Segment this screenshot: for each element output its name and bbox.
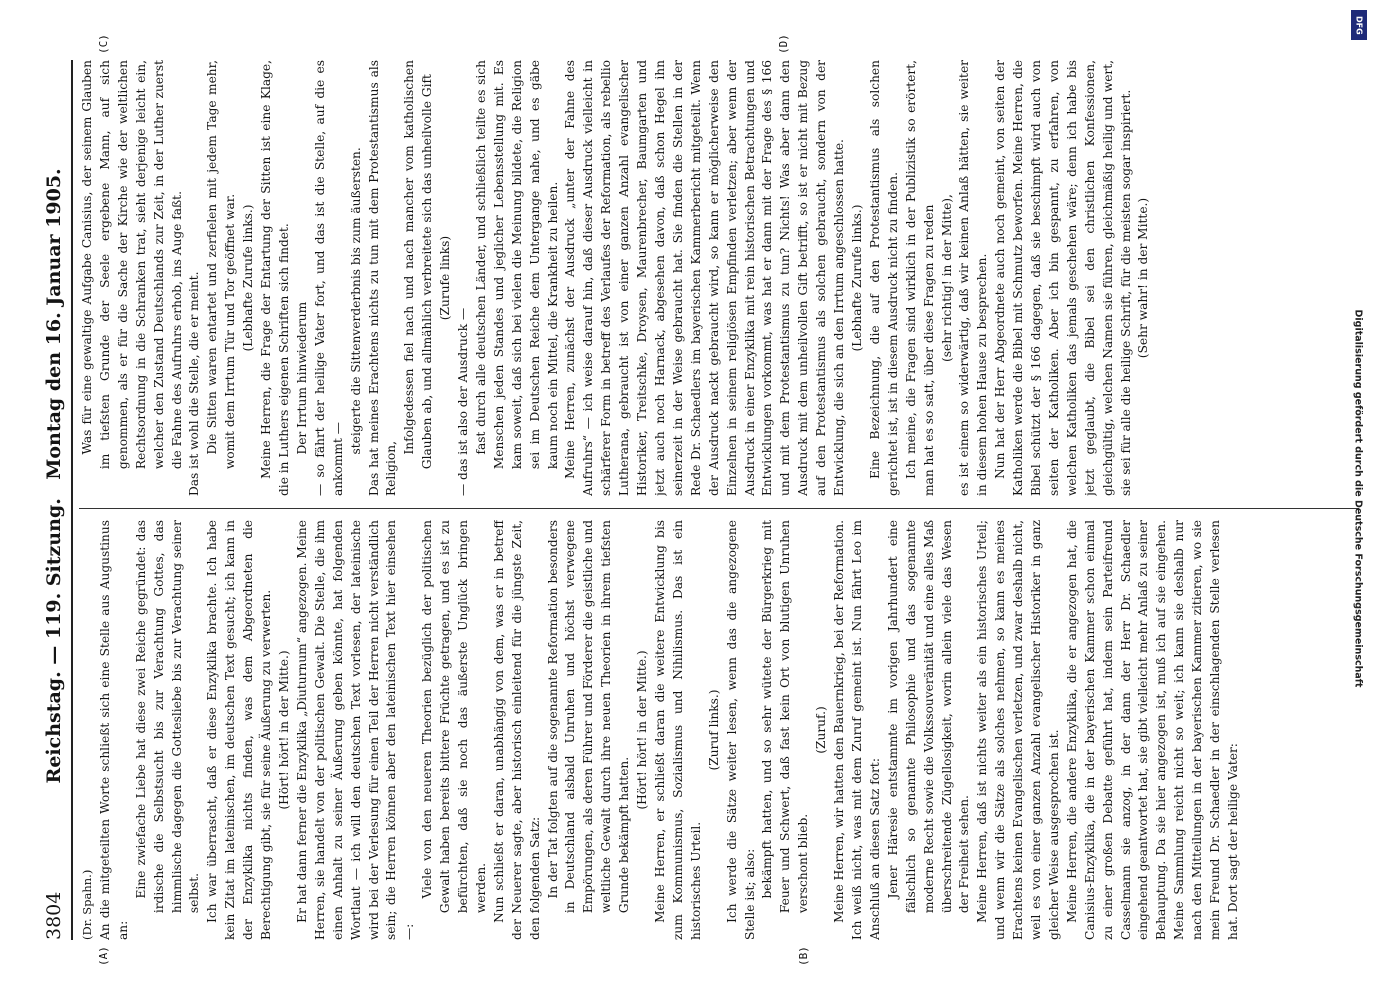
quotation: Die Sitten waren entartet und zerfielen mit jedem Tage mehr, womit dem Irrtum Tür und Tor geöffnet war.	[204, 60, 237, 470]
paragraph: es ist einem so widerwärtig, daß wir keinen Anlaß hätten, sie weiter in diesem hohen Hause zu besprechen.	[956, 60, 989, 496]
quotation: Eine zwiefache Liebe hat diese zwei Reiche gegründet: das irdische die Selbstsucht bis zur Verachtung Gottes, das himmlische dagegen die Gottesliebe bis zur Verachtung seiner selbst.	[133, 520, 201, 914]
quotation: fast durch alle deutschen Länder, und schließlich teilte es sich Menschen jeden Standes und jeglicher Lebensstellung mit. Es kam soweit, daß sich bei vielen die Meinung bildete, die Religion sei im Deutschen Reiche dem Untergange nahe, und es gäbe kaum noch ein Mittel, die Krankheit zu heilen.	[473, 60, 560, 470]
header-date: Montag den 16. Januar 1905.	[42, 168, 65, 480]
paragraph: Ich war überrascht, daß er diese Enzyklika brachte. Ich habe kein Zitat im lateinischen, im deutschen Text gesucht; ich kann in der Enzyklika nichts finden, was dem Abgeordneten die Berechtigung gibt, sie für seine Äußerung zu verwerten.	[204, 520, 273, 940]
paragraph: Meine Herren, zunächst der Ausdruck „unter der Fahne des Aufruhrs“ — ich weise darauf hin, daß dieser Ausdruck vielleicht in schärferer Form in betreff des Verlaufes der Reformation, als rebellio Lutherana, gebraucht ist von einer ganzen Anzahl evangelischer Historiker, Treitschke, Droysen, Maurenbrecher, Baumgarten und jetzt auch noch Harnack, abgesehen davon, daß schon Hegel ihn seinerzeit in der Weise gebraucht hat. Sie finden die Stellen in der Rede Dr. Schaedlers im bayerischen Kammerbericht mitgeteilt. Wenn der Ausdruck nackt gebraucht wird, so kann er möglicherweise den Einzelnen in seinem religiösen Empfinden verletzen; aber wenn der Ausdruck in einer Enzyklika mit rein historischen Betrachtungen und Entwicklungen vorkommt, was hat er dann mit der Frage des § 166 und mit dem Protestantismus zu tun? Nichts! Was aber dann den Ausdruck mit dem unheilvollen Gift betrifft, so ist er nicht mit Bezug auf den Protestantismus als solchen gebraucht, sondern von der Entwicklung, die sich an den Irrtum angeschlossen hatte.	[562, 60, 846, 496]
left-column	[79, 520, 1359, 940]
dfg-logo: DFG	[1351, 10, 1367, 40]
interjection: (Zuruf.)	[813, 706, 828, 754]
right-column	[79, 60, 1359, 496]
paragraph: Das ist wohl die Stelle, die er meint.	[186, 271, 201, 496]
document-page	[17, 20, 1367, 980]
speaker-note: (Dr. Spahn.)	[79, 869, 94, 940]
interjection: (Zuruf links.)	[706, 689, 721, 771]
paragraph: Nun hat der Herr Abgeordnete auch noch gemeint, von seiten der Katholiken werde die Bibel mit Schmutz beworfen. Meine Herren, die Bibel schützt der § 166 dagegen, daß sie beschimpft wird auch von seiten der Katholiken. Aber ich bin gespannt, zu erfahren, von welchen Katholiken das jemals geschehen wäre; denn ich habe bis jetzt geglaubt, die Bibel sei den christlichen Konfessionen, gleichgültig, welchen Namen sie führen, gleichmäßig heilig und wert, sie sei für alle die heilige Schrift, für die meisten sogar inspiriert.	[992, 60, 1133, 496]
paragraph: Meine Herren, daß ist nichts weiter als ein historisches Urteil; und wenn wir die Sätze als solches nehmen, so kann es meines Erachtens keinen Evangelischen verletzen, und zwar deshalb nicht, weil es von einer ganzen Anzahl evangelischer Historiker in ganz gleicher Weise ausgesprochen ist.	[974, 520, 1061, 940]
paragraph: Ich werde die Sätze weiter lesen, wenn das die angezogene Stelle ist; also:	[724, 520, 757, 940]
paragraph: Er hat dann ferner die Enzyklika „Diuturnum“ angezogen. Meine Herren, sie handelt von der politischen Gewalt. Die Stelle, die ihm einen Anhalt zu seiner Äußerung geben könnte, hat folgenden Wortlaut — ich will den deutschen Text vorlesen, der lateinische wird bei der Verlesung für einen Teil der Herren nicht verständlich sein; die Herren können aber den lateinischen Text hier einsehen —:	[294, 520, 416, 940]
digitization-note	[1347, 10, 1369, 990]
paragraph: Das hat meines Erachtens nichts zu tun mit dem Protestantismus als Religion,	[366, 60, 398, 496]
paragraph: Meine Herren, er schließt daran die weitere Entwicklung bis zum Kommunismus, Sozialismus und Nihilismus. Das ist ein historisches Urteil.	[652, 520, 703, 940]
quotation: In der Tat folgten auf die sogenannte Reformation besonders in Deutschland alsbald Unruhen und höchst verwegene Empörungen, als deren Führer und Förderer die geistliche und weltliche Gewalt durch ihre neuen Theorien in ihrem tiefsten Grunde bekämpft hatten.	[545, 520, 631, 914]
interjection: (Sehr wahr! in der Mitte.)	[1135, 197, 1150, 359]
interjection: (Lebhafte Zurufe links.)	[240, 204, 255, 352]
margin-marker-a: (A)	[96, 946, 110, 966]
paragraph: — so fährt der heilige Vater fort, und das ist die Stelle, auf die es ankommt —	[312, 60, 345, 496]
interjection: (Hört! hört! in der Mitte.)	[276, 650, 291, 810]
interjection: (Hört! hört! in der Mitte.)	[634, 650, 649, 810]
quotation: Infolgedessen fiel nach und nach mancher vom katholischen Glauben ab, und allmählich verbreitete sich das unheilvolle Gift	[401, 60, 434, 470]
paragraph: An die mitgeteilten Worte schließt sich eine Stelle aus Augustinus an:	[97, 520, 130, 940]
quotation: Der Irrtum hinwiederum	[294, 301, 309, 455]
quotation: Jener Häresie entstammte im vorigen Jahrhundert eine fälschlich so genannte Philosophie und das sogenannte moderne Recht sowie die Volkssouveränität und eine alles Maß überschreitende Zügellosigkeit, worin allein viele das Wesen der Freiheit sehen.	[885, 520, 971, 914]
margin-marker-c: (C)	[96, 34, 110, 54]
page-header	[27, 60, 73, 940]
quotation: Viele von den neueren Theorien bezüglich der politischen Gewalt haben bereits bittere Früchte getragen, und es ist zu befürchten, daß sie noch das äußerste Unglück bringen werden.	[419, 520, 488, 914]
paragraph: Meine Herren, die andere Enzyklika, die er angezogen hat, die Canisius-Enzyklika, die in der bayerischen Kammer schon einmal zu einer großen Debatte geführt hat, indem sein Parteifreund Casselmann sie anzog, in der dann der Herr Dr. Schaedler eingehend geantwortet hat, sie gibt vielleicht mehr Anlaß zu seiner Behauptung. Da sie hier angezogen ist, muß ich auf sie eingehen. Meine Sammlung reicht nicht so weit; ich kann sie deshalb nur nach den Mitteilungen in der bayerischen Kammer zitieren, wo sie mein Freund Dr. Schaedler in der einschlagenden Stelle verlesen hat. Dort sagt der heilige Vater:	[1064, 520, 1240, 940]
page-number: 3804	[42, 891, 65, 940]
paragraph: — das ist also der Ausdruck —	[455, 307, 470, 496]
interjection: (sehr richtig! in der Mitte),	[939, 194, 953, 362]
paragraph: Eine Bezeichnung, die auf den Protestantismus als solchen gerichtet ist, ist in diesem Ausdruck nicht zu finden.	[867, 60, 900, 496]
paragraph: Ich meine, die Fragen sind wirklich in der Publizistik so erörtert, man hat es so satt, über diese Fragen zu reden	[903, 60, 936, 496]
header-session-title: Reichstag. — 119. Sitzung.	[42, 498, 65, 784]
margin-marker-d: (D)	[776, 34, 790, 54]
quotation: Was für eine gewaltige Aufgabe Canisius, der seinem Glauben im tiefsten Grunde der Seele ergebene Mann, auf sich genommen, als er für die Sache der Kirche wie der weltlichen Rechtsordnung in die Schranken trat, sieht derjenige leicht ein, welcher den Zustand Deutschlands zur Zeit, in der Luther zuerst die Fahne des Aufruhrs erhob, ins Auge faßt.	[79, 60, 184, 470]
interjection: (Lebhafte Zurufe links.)	[849, 204, 864, 352]
interjection: (Zurufe links)	[437, 235, 452, 321]
paragraph: Meine Herren, wir hatten den Bauernkrieg, bei der Reformation. Ich weiß nicht, was mit dem Zuruf gemeint ist. Nun fährt Leo im Anschluß an diesen Satz fort:	[831, 520, 882, 940]
paragraph: Meine Herren, die Frage der Entartung der Sitten ist eine Klage, die in Luthers eigenen Schriften sich findet.	[258, 60, 291, 496]
column-divider	[79, 508, 1359, 509]
quotation: bekämpft hatten, und so sehr wütete der Bürgerkrieg mit Feuer und Schwert, daß fast kein Ort von blutigen Unruhen verschont blieb.	[759, 520, 810, 914]
digitization-note-text: Digitalisierung gefördert durch die Deutsche Forschungsgemeinschaft	[1352, 309, 1364, 688]
paragraph: Nun schließt er daran, unabhängig von dem, was er in betreff der Neuerer sagte, aber historisch einleitend für die jüngste Zeit, den folgenden Satz:	[491, 520, 542, 940]
quotation: steigerte die Sittenverderbnis bis zum äußersten.	[348, 147, 363, 455]
margin-marker-b: (B)	[796, 946, 810, 966]
